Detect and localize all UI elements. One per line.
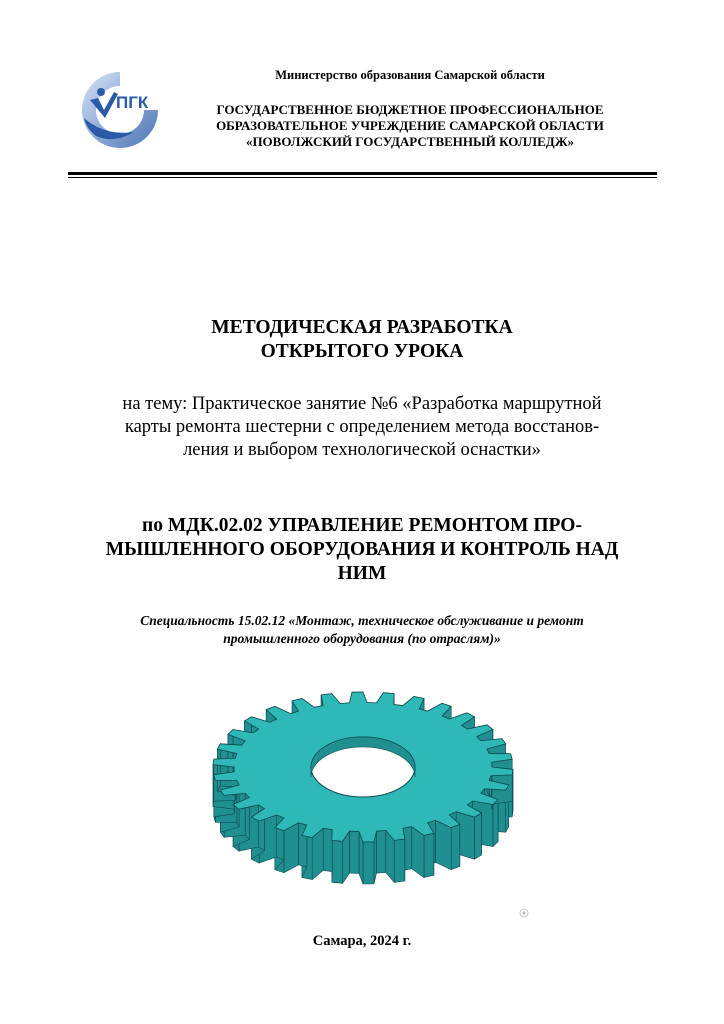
specialty — [60, 612, 664, 648]
gear-bore — [311, 737, 415, 797]
topic-line: ления и выбором технологической оснастки» — [183, 440, 541, 460]
specialty-line: Специальность 15.02.12 «Монтаж, техническое обслуживание и ремонт — [140, 613, 584, 628]
course-line: НИМ — [337, 563, 387, 584]
institution-line: ГОСУДАРСТВЕННОЕ БЮДЖЕТНОЕ ПРОФЕССИОНАЛЬНОЕ — [216, 102, 604, 117]
title-line: ОТКРЫТОГО УРОКА — [260, 341, 464, 362]
footer-city-year: Самара, 2024 г. — [312, 933, 412, 949]
gear-tooth-wall — [332, 840, 343, 883]
logo-text: ПГК — [116, 93, 149, 112]
lesson-topic — [60, 393, 664, 462]
gear-tooth-wall — [217, 744, 220, 791]
topic-line: на тему: Практическое занятие №6 «Разработка маршрутной — [122, 394, 602, 414]
gear-illustration — [198, 672, 528, 892]
gear-tooth-wall — [394, 839, 405, 882]
institution-line: «ПОВОЛЖСКИЙ ГОСУДАРСТВЕННЫЙ КОЛЛЕДЖ» — [245, 134, 575, 149]
gear-tooth-wall — [474, 813, 481, 859]
course-line: по МДК.02.02 УПРАВЛЕНИЕ РЕМОНТОМ ПРО- — [142, 515, 582, 536]
gear-tooth-wall — [363, 842, 374, 884]
institution-line: ОБРАЗОВАТЕЛЬНОЕ УЧРЕЖДЕНИЕ САМАРСКОЙ ОБЛАСТИ — [216, 118, 604, 133]
gear-tooth-wall — [493, 800, 498, 847]
header-divider — [68, 172, 657, 175]
course-line: МЫШЛЕННОГО ОБОРУДОВАНИЯ И КОНТРОЛЬ НАД — [105, 539, 619, 560]
gear-tooth-wall — [436, 820, 452, 869]
course-name — [56, 514, 668, 586]
gear-tooth-wall — [424, 833, 434, 877]
document-title — [60, 316, 664, 364]
gear-tooth-wall — [451, 824, 460, 869]
institution-name — [150, 102, 670, 150]
ministry-name: Министерство образования Самарской области — [275, 68, 545, 82]
gear-tooth-wall — [350, 831, 359, 873]
gear-tooth-wall — [284, 823, 299, 873]
specialty-line: промышленного оборудования (по отраслям)» — [223, 631, 501, 646]
topic-line: карты ремонта шестерни с определением метода восстанов- — [124, 417, 600, 437]
copyright-mark-icon — [519, 908, 529, 918]
header-divider-thin — [68, 177, 657, 178]
gear-tooth-wall — [323, 828, 332, 871]
title-line: МЕТОДИЧЕСКАЯ РАЗРАБОТКА — [211, 317, 513, 338]
gear-tooth-wall — [376, 830, 385, 873]
